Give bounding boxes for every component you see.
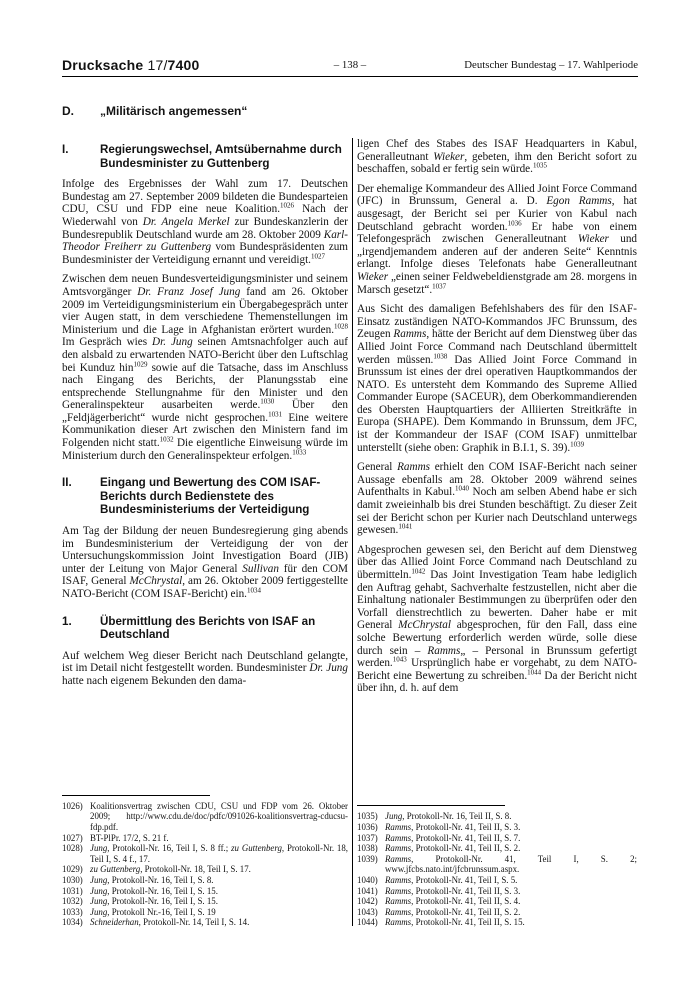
footnote-ref: 1032 [159, 435, 174, 444]
section-heading [62, 143, 348, 170]
footnote [357, 833, 637, 844]
footnote-number: 1029) [62, 864, 83, 875]
emphasis-text: Ramms [385, 875, 412, 886]
drucksache-number-prefix: 17/ [147, 57, 168, 73]
footnote-ref: 1029 [133, 359, 148, 368]
emphasis-text: Ramms [385, 917, 412, 928]
footnote-text: Ramms, Protokoll-Nr. 41, Teil I, S. 2; www.jfcbs.nato.int/jfcbrunssum.aspx. [385, 853, 637, 875]
footnote-number: 1031) [62, 885, 83, 896]
footnote-ref: 1026 [280, 201, 295, 210]
footnote [62, 886, 348, 897]
footnote-text: Jung, Protokoll-Nr. 16, Teil I, S. 15. [90, 896, 218, 907]
emphasis-text: Dr. Jung [309, 662, 348, 675]
left-footnotes-list [62, 801, 348, 928]
emphasis-text: Jung [90, 906, 108, 917]
section-title: Übermittlung des Berichts von ISAF an Deutschland [100, 614, 316, 642]
footnote-text: Ramms, Protokoll-Nr. 41, Teil I, S. 5. [385, 875, 518, 886]
footnote-ref: 1027 [310, 252, 325, 261]
footnote-number: 1041) [357, 885, 378, 896]
footnote-ref: 1028 [334, 321, 348, 330]
section-d-number: D. [62, 104, 74, 118]
emphasis-text: Jung [90, 885, 108, 896]
footnote-number: 1042) [357, 896, 378, 907]
emphasis-text: McChrystal [398, 619, 451, 632]
footnote-separator [357, 805, 505, 806]
footnote [357, 854, 637, 875]
footnote-ref: 1036 [507, 218, 522, 227]
footnote-ref: 1037 [432, 281, 447, 290]
footnote-text: Koalitionsvertrag zwischen CDU, CSU und FDP vom 26. Oktober 2009; http://www.cdu.de/doc/pdfc/091026-koalitionsvertrag-cducsu-fdp.pdf. [90, 800, 348, 833]
section-number: I. [62, 143, 69, 156]
footnote-ref: 1042 [411, 567, 426, 576]
emphasis-text: Dr. Angela Merkel [142, 215, 230, 228]
footnote-ref: 1035 [532, 161, 547, 170]
section-heading [62, 615, 348, 642]
emphasis-text: Egon Ramms [546, 195, 612, 208]
section-title: Regierungswechsel, Amtsübernahme durch Bundesminister zu Guttenberg [100, 143, 342, 170]
emphasis-text: Karl-Theodor Freiherr zu Guttenberg [62, 228, 348, 254]
paragraph: Infolge des Ergebnisses der Wahl zum 17. Deutschen Bundestag am 27. September 2009 bildeten die Bundesparteien CDU, CSU und FDP eine neue Koalition.$^{1026}$ Nach der Wiederwahl von Dr. Angela Merkel zur Bundeskanzlerin der Bundesrepublik Deutschland wurde am 28. Oktober 2009 Karl-Theodor Freiherr zu Guttenberg vom Bundespräsidenten zum Bundesminister der Verteidigung ernannt und vereidigt.$^{1027}$ [62, 178, 348, 266]
footnote-text: Jung, Protokoll-Nr. 16, Teil I, S. 8. [90, 875, 214, 886]
footnote-number: 1040) [357, 875, 378, 886]
footnote-text: Ramms, Protokoll-Nr. 41, Teil II, S. 7. [385, 832, 521, 843]
emphasis-text: Wieker [577, 233, 609, 246]
emphasis-text: Ramms [385, 843, 412, 854]
footnote-ref: 1040 [455, 484, 470, 493]
footnote-text: Ramms, Protokoll-Nr. 41, Teil II, S. 3. [385, 822, 521, 833]
drucksache-word: Drucksache [62, 57, 144, 73]
footnote-number: 1026) [62, 800, 83, 811]
left-footnotes [62, 795, 348, 934]
footnote-ref: 1044 [527, 668, 542, 677]
footnote-text: Ramms, Protokoll-Nr. 41, Teil II, S. 4. [385, 896, 521, 907]
left-column [62, 138, 348, 934]
footnote-ref: 1041 [398, 522, 413, 531]
footnote [357, 907, 637, 918]
footnote [357, 875, 637, 886]
footnote-text: Ramms, Protokoll-Nr. 41, Teil II, S. 2. [385, 843, 521, 854]
emphasis-text: Wieker [357, 270, 389, 283]
paragraph: Der ehemalige Kommandeur des Allied Joint Force Command (JFC) in Brunssum, General a. D. Egon Ramms, hat ausgesagt, der Bericht sei per Kurier von Kabul nach Deutschland gebracht worden.$^{1036}$ Er habe von einem Telefongespräch zwischen Generalleutnant Wieker und „irgendjemandem anderen auf der anderen Seite“ Kenntnis erlangt. Infolge dieses Telefonats habe Generalleutnant Wieker „einen seiner Feldwebeldienstgrade am 28. morgens in Marsch gesetzt“.$^{1037}$ [357, 182, 638, 296]
footnote-ref: 1034 [246, 586, 261, 595]
footnote-text: Jung, Protokoll-Nr. 16, Teil I, S. 15. [90, 885, 218, 896]
footnote [357, 917, 637, 928]
emphasis-text: Jung [385, 811, 403, 822]
footnote-ref: 1038 [433, 351, 448, 360]
emphasis-text: zu Guttenberg [231, 843, 282, 854]
emphasis-text: Jung [90, 896, 108, 907]
footnote-number: 1033) [62, 906, 83, 917]
emphasis-text: Jung [90, 843, 108, 854]
paragraph: Zwischen dem neuen Bundesverteidigungsminister und seinem Amtsvorgänger Dr. Franz Josef Jung fand am 26. Oktober 2009 im Verteidigungsministerium ein Übergabegespräch unter vier Augen statt, in dem verschiedene Themenstellungen im Ministerium und die Lage in Afghanistan erörtert wurden.$^{1028}$ Im Gespräch wies Dr. Jung seinen Amtsnachfolger auch auf den alsbald zu erwartenden NATO-Bericht über den Luftschlag bei Kunduz hin$^{1029}$ sowie auf die Tatsache, dass im Anschluss nach Eingang des Berichts, der Planungsstab eine entsprechende Stellungnahme für den Minister und den Generalinspekteur ausarbeiten werde.$^{1030}$ Über den „Feldjägerbericht“ wurde nicht gesprochen.$^{1031}$ Eine weitere Kommunikation dieser Art zwischen den Ministern fand im Folgenden nicht statt.$^{1032}$ Die eigentliche Einweisung würde im Ministerium durch den Generalinspekteur erfolgen.$^{1033}$ [62, 273, 349, 462]
footnote-text: Ramms, Protokoll-Nr. 41, Teil II, S. 3. [385, 885, 521, 896]
footnote-number: 1036) [357, 822, 378, 833]
footnote [62, 843, 348, 864]
footnote [357, 822, 637, 833]
right-footnotes-list [357, 811, 637, 928]
footnote-text: Jung, Protokoll-Nr. 16, Teil II, S. 8. [385, 811, 512, 822]
footnote-text: zu Guttenberg, Protokoll-Nr. 18, Teil I, S. 17. [90, 864, 251, 875]
footnote [357, 886, 637, 897]
paragraph: General Ramms erhielt den COM ISAF-Bericht nach seiner Aussage ebenfalls am 28. Oktober 2009 während seines Aufenthalts in Kabul.$^{1040}$ Noch am selben Abend habe er sich damit zweieinhalb bis drei Stunden beschäftigt. Zu dieser Zeit sei der Bericht schon per Kurier nach Deutschland unterwegs gewesen.$^{1041}$ [357, 461, 637, 537]
emphasis-text: zu Guttenberg [90, 864, 141, 875]
footnote-number: 1032) [62, 896, 83, 907]
footnote [62, 875, 348, 886]
emphasis-text: Wieker [433, 150, 465, 163]
footnote [62, 833, 348, 844]
footnote-number: 1035) [357, 811, 378, 822]
left-column-blocks [62, 138, 348, 695]
footnote-number: 1034) [62, 917, 83, 928]
header-rule [62, 76, 638, 77]
footnote-ref: 1043 [392, 655, 407, 664]
emphasis-text: Ramms [427, 644, 461, 657]
paragraph: Auf welchem Weg dieser Bericht nach Deutschland gelangte, ist im Detail nicht festgestellt worden. Bundesminister Dr. Jung hatte nach eigenem Bekunden den dama- [62, 649, 348, 687]
drucksache-number: 7400 [167, 57, 200, 73]
footnote [357, 896, 637, 907]
footnote-number: 1027) [62, 832, 83, 843]
legislature-label: Deutscher Bundestag – 17. Wahlperiode [464, 59, 638, 71]
right-column [357, 138, 637, 934]
footnote-number: 1037) [357, 832, 378, 843]
paragraph: Am Tag der Bildung der neuen Bundesregierung ging abends im Bundesministerium der Verteidigung der von der Untersuchungskommission Joint Investigation Board (JIB) unter der Leitung von Major General Sullivan für den COM ISAF, General McChrystal, am 26. Oktober 2009 fertiggestellte NATO-Bericht (COM ISAF-Bericht) ein.$^{1034}$ [62, 525, 348, 600]
footnote [357, 843, 637, 854]
right-column-blocks [357, 138, 637, 702]
paragraph: ligen Chef des Stabes des ISAF Headquarters in Kabul, Generalleutnant Wieker, gebeten, ihm den Bericht sofort zu beschaffen, sobald er fertig sein würde.$^{1035}$ [357, 138, 637, 176]
emphasis-text: Jung [90, 875, 108, 886]
section-title: Eingang und Bewertung des COM ISAF-Berichts durch Bedienstete des Bundesministeriums der Verteidigung [100, 476, 321, 517]
footnote [357, 811, 637, 822]
footnote-number: 1028) [62, 843, 83, 854]
emphasis-text: Ramms [385, 822, 412, 833]
emphasis-text: McChrystal [129, 575, 183, 588]
footnote-number: 1039) [357, 853, 378, 864]
emphasis-text: Ramms [385, 853, 412, 864]
emphasis-text: Ramms [397, 461, 431, 474]
footnote-text: Schneiderhan, Protokoll-Nr. 14, Teil I, S. 14. [90, 917, 250, 928]
footnote-ref: 1033 [292, 447, 307, 456]
footnote [62, 896, 348, 907]
footnote-number: 1043) [357, 906, 378, 917]
section-number: II. [62, 476, 72, 490]
page-header [62, 57, 638, 72]
two-column-layout [62, 138, 638, 934]
footnote-number: 1030) [62, 875, 83, 886]
emphasis-text: Schneiderhan [90, 917, 139, 928]
footnote-ref: 1030 [260, 397, 275, 406]
section-d-title: „Militärisch angemessen“ [100, 104, 248, 118]
emphasis-text: Sullivan [242, 562, 279, 575]
column-divider [352, 138, 353, 926]
footnote-text: Ramms, Protokoll-Nr. 41, Teil II, S. 2. [385, 906, 521, 917]
emphasis-text: Ramms [385, 906, 412, 917]
emphasis-text: Dr. Franz Josef Jung [137, 285, 241, 298]
footnote-ref: 1031 [268, 410, 283, 419]
right-footnotes [357, 805, 637, 934]
paragraph: Aus Sicht des damaligen Befehlshabers des für den ISAF-Einsatz zuständigen NATO-Kommandos JFC Brunssum, des Zeugen Ramms, hätte der Bericht auf dem Dienstweg über das Allied Joint Force Command nach Deutschland übermittelt werden müssen.$^{1038}$ Das Allied Joint Force Command in Brunssum ist eines der drei operativen Hauptkommandos der NATO. Es untersteht dem Kommando des Supreme Allied Commander Europe (SACEUR), dem Oberkommandierenden des Obersten Hauptquartiers der Alliierten Streitkräfte in Europa (SHAPE). Dem Kommando in Brunssum, dem JFC, ist der Kommandeur der ISAF (COM ISAF) unmittelbar unterstellt (siehe oben: Graphik in B.I.1, S. 39).$^{1039}$ [357, 303, 638, 454]
emphasis-text: Dr. Jung [152, 336, 193, 349]
section-d-heading [62, 104, 638, 118]
footnote-text: Jung, Protokoll-Nr. 16, Teil I, S. 8 ff.; zu Guttenberg, Protokoll-Nr. 18, Teil I, S. 4 f., 17. [90, 843, 348, 864]
footnote-text: BT-PlPr. 17/2, S. 21 f. [90, 832, 169, 843]
footnote-number: 1044) [357, 917, 378, 928]
footnote [62, 864, 348, 875]
footnote-text: Jung, Protokoll Nr.-16, Teil I, S. 19 [90, 906, 216, 917]
paragraph: Abgesprochen gewesen sei, den Bericht auf dem Dienstweg über das Allied Joint Force Command nach Deutschland zu übermitteln.$^{1042}$ Das Joint Investigation Team habe lediglich den Auftrag gehabt, Sachverhalte festzustellen, nicht aber die Einhaltung nationaler Bestimmungen zu überprüfen oder den Vorfall dienstrechtlich zu bewerten. Daher habe er mit General McChrystal abgesprochen, für den Fall, dass eine solche Bewertung erforderlich werden würde, solle diese durch sein – Ramms„ – Personal in Brunssum gefertigt werden.$^{1043}$ Ursprünglich habe er vorgehabt, zu dem NATO-Bericht eine Bewertung zu schreiben.$^{1044}$ Da der Bericht nicht über ihn, d. h. auf dem [357, 543, 637, 695]
footnote-text: Ramms, Protokoll-Nr. 41, Teil II, S. 15. [385, 917, 525, 928]
footnote [62, 801, 348, 833]
footnote-ref: 1039 [570, 439, 585, 448]
footnote [62, 917, 348, 928]
emphasis-text: Ramms [385, 896, 412, 907]
footnote-separator [62, 795, 210, 796]
section-number: 1. [62, 614, 72, 628]
emphasis-text: Ramms [393, 328, 427, 341]
footnote [62, 907, 348, 918]
footnote-number: 1038) [357, 843, 378, 854]
page-number: – 138 – [333, 59, 367, 71]
emphasis-text: Ramms [385, 832, 412, 843]
section-heading [62, 476, 348, 517]
emphasis-text: Ramms [385, 885, 412, 896]
